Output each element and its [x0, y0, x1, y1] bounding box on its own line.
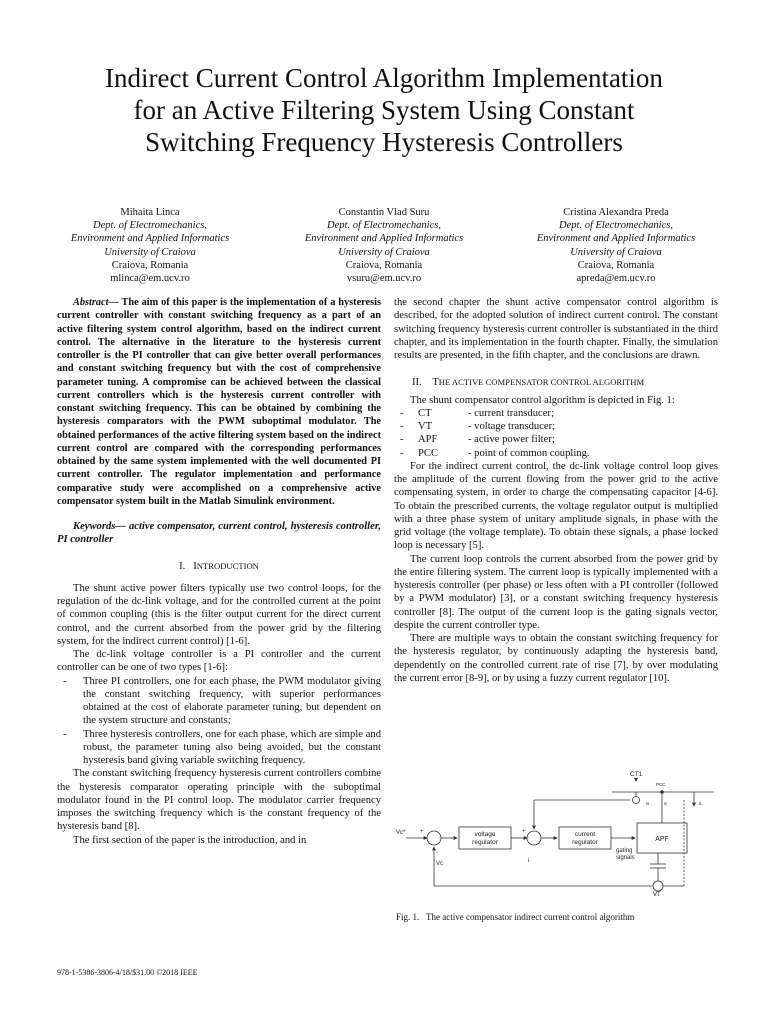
- author-city: Craiova, Romania: [577, 259, 655, 271]
- vc-star-label: Vc*: [396, 830, 406, 836]
- definition-item: - APF - active power filter;: [394, 433, 718, 446]
- section-title-rest: HE ACTIVE COMPENSATOR CONTROL ALGORITHM: [438, 377, 645, 388]
- definition-abbr: CT: [418, 407, 432, 419]
- voltage-regulator-label: regulator: [472, 839, 498, 846]
- keywords-label: Keywords—: [73, 521, 126, 532]
- keywords: [57, 520, 381, 547]
- definition-abbr: VT: [418, 421, 433, 432]
- paragraph: The current loop controls the current absorbed from the power grid by the entire filtering system. The current loop is typically implemented with a hysteresis controller (per phase) or less often with a PI controller (followed by a PWM modulator) [3], or a constant switching frequency hysteresis controller [8]. The output of the current loop is the gating signals vector, despite the current controller type.: [394, 553, 718, 631]
- paragraph: The constant switching frequency hysteresis current controllers combine the hysteresis comparator operating principle with the suboptimal modulator found in the PI control loop. The modulator carrier frequency imposes the switching frequency which is the constant frequency of the hysteresis band [8].: [57, 768, 381, 833]
- ic-label: ic: [664, 801, 668, 806]
- section-title-rest: NTRODUCTION: [196, 560, 259, 571]
- i-label: i: [528, 858, 530, 864]
- keywords-text: active compensator, current control, hysteresis controller, PI controller: [57, 521, 381, 546]
- is-label: is: [646, 801, 650, 806]
- definition-item: - CT - current transducer;: [394, 407, 718, 420]
- author-name: Cristina Alexandra Preda: [563, 207, 669, 218]
- summing-junction-2: [527, 831, 541, 845]
- author-city: Craiova, Romania: [345, 259, 423, 271]
- ct1-label: CT1: [630, 771, 643, 778]
- paragraph: The dc-link voltage controller is a PI controller and the current controller can be one of two types [1-6]:: [57, 649, 381, 674]
- list-item: - Three hysteresis controllers, one for each phase, which are simple and robust, the parameter tuning also being avoided, but the constant hysteresis band giving variable switching frequency.: [63, 728, 381, 766]
- copyright-footer: 978-1-5386-3806-4/18/$31.00 ©2018 IEEE: [57, 968, 198, 977]
- definition-desc: - voltage transducer;: [468, 421, 556, 432]
- abstract: [57, 296, 381, 508]
- abstract-label: Abstract—: [73, 297, 119, 308]
- caption-number: Fig. 1.: [396, 912, 420, 922]
- vt-transducer: [653, 881, 663, 891]
- apf-label: APF: [655, 836, 669, 843]
- author-dept: Environment and Applied Informatics: [304, 233, 464, 245]
- right-column: [394, 296, 718, 685]
- paragraph: For the indirect current control, the dc-link voltage control loop gives the amplitude of the current flowing from the power grid to the active compensating system, in order to charge the compensating capacitor [4-6]. To obtain the prescribed currents, the voltage regulator output is multiplied with a three phase system of unitary amplitude signals, in phase with the grid voltage (the voltage template). To obtain these signals, a phase locked loop is necessary [5].: [394, 460, 718, 552]
- paragraph: The shunt active power filters typically use two control loops, for the regulation of the dc-link voltage, and for the controlled current at the point of common coupling (this is the filter output current for the direct current control, and the current absorbed from the power grid by the filtering system, for the indirect current control) [1-6].: [57, 582, 381, 647]
- left-column: [57, 296, 381, 847]
- title-line: Switching Frequency Hysteresis Controllers: [145, 127, 623, 157]
- author-dept: Dept. of Electromechanics,: [559, 220, 673, 232]
- definition-item: - VT - voltage transducer;: [394, 420, 718, 433]
- section-number: I.: [179, 560, 186, 572]
- section-title-first: T: [432, 377, 439, 389]
- svg-text:-: -: [436, 850, 438, 856]
- gating-signals-label: signals: [616, 855, 635, 861]
- author-university: University of Craiova: [338, 246, 430, 258]
- author-city: Craiova, Romania: [111, 259, 189, 271]
- author-dept: Environment and Applied Informatics: [536, 233, 696, 245]
- ct1-transducer: [633, 797, 640, 804]
- svg-text:+: +: [420, 829, 424, 835]
- author-email: apreda@em.ucv.ro: [576, 273, 656, 285]
- section-heading: [57, 560, 381, 573]
- definition-item: - PCC - point of common coupling.: [394, 447, 718, 460]
- author-university: University of Craiova: [104, 246, 196, 258]
- paragraph: the second chapter the shunt active compensator control algorithm is described, for the adopted solution of indirect current control. The constant switching frequency hysteresis current controller is substantiated in the third chapter, and its implementation in the fourth chapter. Finally, the simulation results are presented, in the fifth chapter, and the conclusions are drawn.: [394, 297, 718, 361]
- definition-abbr: PCC: [418, 447, 439, 459]
- voltage-regulator-label: voltage: [474, 831, 496, 838]
- author-block: [506, 206, 726, 285]
- author-dept: Environment and Applied Informatics: [70, 233, 230, 245]
- svg-text:+: +: [522, 829, 526, 835]
- section-number: II.: [412, 377, 422, 389]
- paragraph: The first section of the paper is the introduction, and in: [73, 834, 307, 846]
- caption-text: The active compensator indirect current control algorithm: [426, 912, 635, 922]
- list-item-text: Three PI controllers, one for each phase, the PWM modulator giving the constant switching frequency, with superior performances obtained at the cost of elaborate parameter tuning, but dependent on the system structure and constants;: [83, 675, 381, 727]
- author-name: Constantin Vlad Suru: [338, 207, 430, 218]
- title-line: for an Active Filtering System Using Constant: [133, 95, 635, 125]
- block-diagram: [394, 770, 724, 900]
- definition-desc: - active power filter;: [468, 434, 555, 446]
- gating-signals-label: gating: [616, 848, 633, 854]
- vc-label: Vc: [436, 861, 444, 867]
- author-dept: Dept. of Electromechanics,: [93, 220, 207, 232]
- author-email: mlinca@em.ucv.ro: [110, 273, 190, 285]
- definition-desc: - point of common coupling.: [468, 447, 590, 459]
- list-item: - Three PI controllers, one for each phase, the PWM modulator giving the constant switching frequency, with superior performances obtained at the cost of elaborate parameter tuning, but dependent on the system structure and constants;: [63, 675, 381, 727]
- author-email: vsuru@em.ucv.ro: [346, 273, 422, 285]
- author-university: University of Craiova: [570, 246, 662, 258]
- author-block: [40, 206, 260, 285]
- paper-title: [40, 62, 728, 158]
- author-name: Mihaita Linca: [120, 207, 180, 218]
- pcc-label: PCC: [656, 782, 666, 787]
- current-regulator-label: regulator: [572, 839, 598, 846]
- abstract-text: The aim of this paper is the implementation of a hysteresis current controller with constant switching frequency as a part of an active filtering system control algorithm, based on the indirect current control. The alternative in the literature to the hysteresis current controller is the PI controller that can give better overall performances and constant switching frequency but with the cost of comprehensive parameter tuning. A compromise can be achieved between the classical current controllers which is the hysteresis current controller with constant switching frequency. This can be obtained by combining the hysteresis comparators with the PWM suboptimal modulator. The obtained performances of the active filtering system based on the indirect current control are compared with the corresponding performances obtained by the same system implemented with the well documented PI current controller. The regulator implementation and performance comparative study were accomplished on a comprehensive active compensator system built in the Matlab Simulink environment.: [57, 297, 381, 507]
- pcc-node: [660, 790, 664, 794]
- author-block: [274, 206, 494, 285]
- definition-abbr: APF: [418, 434, 438, 446]
- vt-label: VT: [653, 892, 661, 898]
- summing-junction-1: [427, 831, 441, 845]
- definition-desc: - current transducer;: [468, 407, 554, 419]
- section-heading: [412, 376, 718, 389]
- title-line: Indirect Current Control Algorithm Implementation: [105, 63, 663, 93]
- section-title-first: I: [193, 560, 197, 572]
- current-regulator-label: current: [574, 831, 596, 838]
- ct1-arrow: [634, 778, 638, 782]
- paragraph: The shunt compensator control algorithm is depicted in Fig. 1:: [410, 394, 675, 406]
- figure-caption: [396, 912, 634, 922]
- author-dept: Dept. of Electromechanics,: [327, 220, 441, 232]
- list-item-text: Three hysteresis controllers, one for each phase, which are simple and robust, the parameter tuning also being avoided, but the constant hysteresis band giving variable switching frequency.: [83, 728, 381, 766]
- paragraph: There are multiple ways to obtain the constant switching frequency for the hysteresis regulator, by continuously adapting the hysteresis band, dependently on the controlled current rate of rise [7], by over modulating the current error [8-9], or by using a fuzzy current regulator [10].: [394, 633, 718, 684]
- il-label: iL: [699, 801, 703, 806]
